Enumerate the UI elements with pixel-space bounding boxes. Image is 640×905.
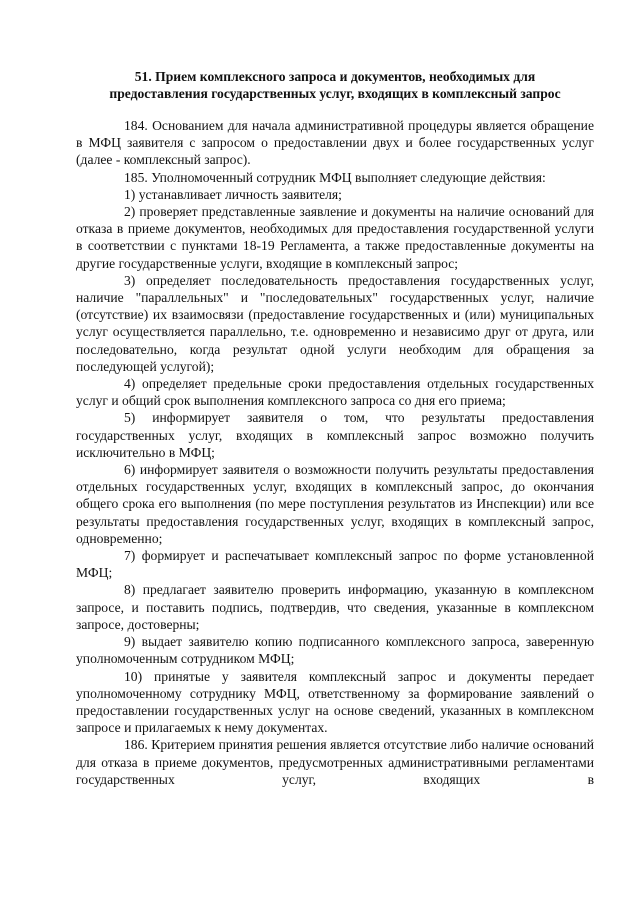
list-item-1: 1) устанавливает личность заявителя; [124,186,342,202]
paragraph-184: 184. Основанием для начала административной процедуры является обращение в МФЦ заявителя с запросом о предоставлении двух и более государственных услуг (далее - комплексный запрос). [76,118,594,168]
section-heading-line-1: 51. Прием комплексного запроса и документов, необходимых для [134,69,536,84]
list-item-6: 6) информирует заявителя о возможности получить результаты предоставления отдельных государственных услуг, входящих в комплексный запрос, до окончания общего срока его выполнения (по мере поступления результатов из Инспекции) или все результаты предоставления государственных услуг, входящих в комплексный запрос, одновременно; [76,462,594,546]
list-item-9: 9) выдает заявителю копию подписанного комплексного запроса, заверенную уполномоченным сотрудником МФЦ; [76,634,594,667]
list-item-4: 4) определяет предельные сроки предоставления отдельных государственных услуг и общий срок выполнения комплексного запроса со дня его приема; [76,376,594,409]
list-item-10: 10) принятые у заявителя комплексный запрос и документы передает уполномоченному сотруднику МФЦ, ответственному за формирование заявлений о предоставлении государственных услуг на основе сведений, указанных в комплексном запросе и прилагаемых к нему документах. [76,668,594,736]
list-item-8: 8) предлагает заявителю проверить информацию, указанную в комплексном запросе, и поставить подпись, подтвердив, что сведения, указанные в комплексном запросе, достоверны; [76,582,594,632]
list-item-7: 7) формирует и распечатывает комплексный запрос по форме установленной МФЦ; [76,548,594,581]
list-item-2: 2) проверяет представленные заявление и документы на наличие оснований для отказа в приеме документов, необходимых для предоставления государственной услуги в соответствии с пунктами 18-19 Регламента, а также предоставленные документы на другие государственные услуги, входящие в комплексный запрос; [76,204,594,271]
paragraph-185: 185. Уполномоченный сотрудник МФЦ выполняет следующие действия: [124,169,546,185]
paragraph-186: 186. Критерием принятия решения является отсутствие либо наличие оснований для отказа в приеме документов, предусмотренных административными регламентами государственных услуг, входящих в [76,737,594,787]
list-item-3: 3) определяет последовательность предоставления государственных услуг, наличие "параллельных" и "последовательных" государственных услуг, наличие (отсутствие) их взаимосвязи (предоставление государственных и (или) муниципальных услуг осуществляется параллельно, т.е. одновременно и независимо друг от друга, или последовательно, когда результат одной услуги необходим для обращения за последующей услугой); [76,272,594,374]
section-heading-line-2: предоставления государственных услуг, входящих в комплексный запрос [109,86,561,101]
list-item-5: 5) информирует заявителя о том, что результаты предоставления государственных услуг, входящих в комплексный запрос возможно получить исключительно в МФЦ; [76,410,594,460]
section-heading [76,68,594,102]
